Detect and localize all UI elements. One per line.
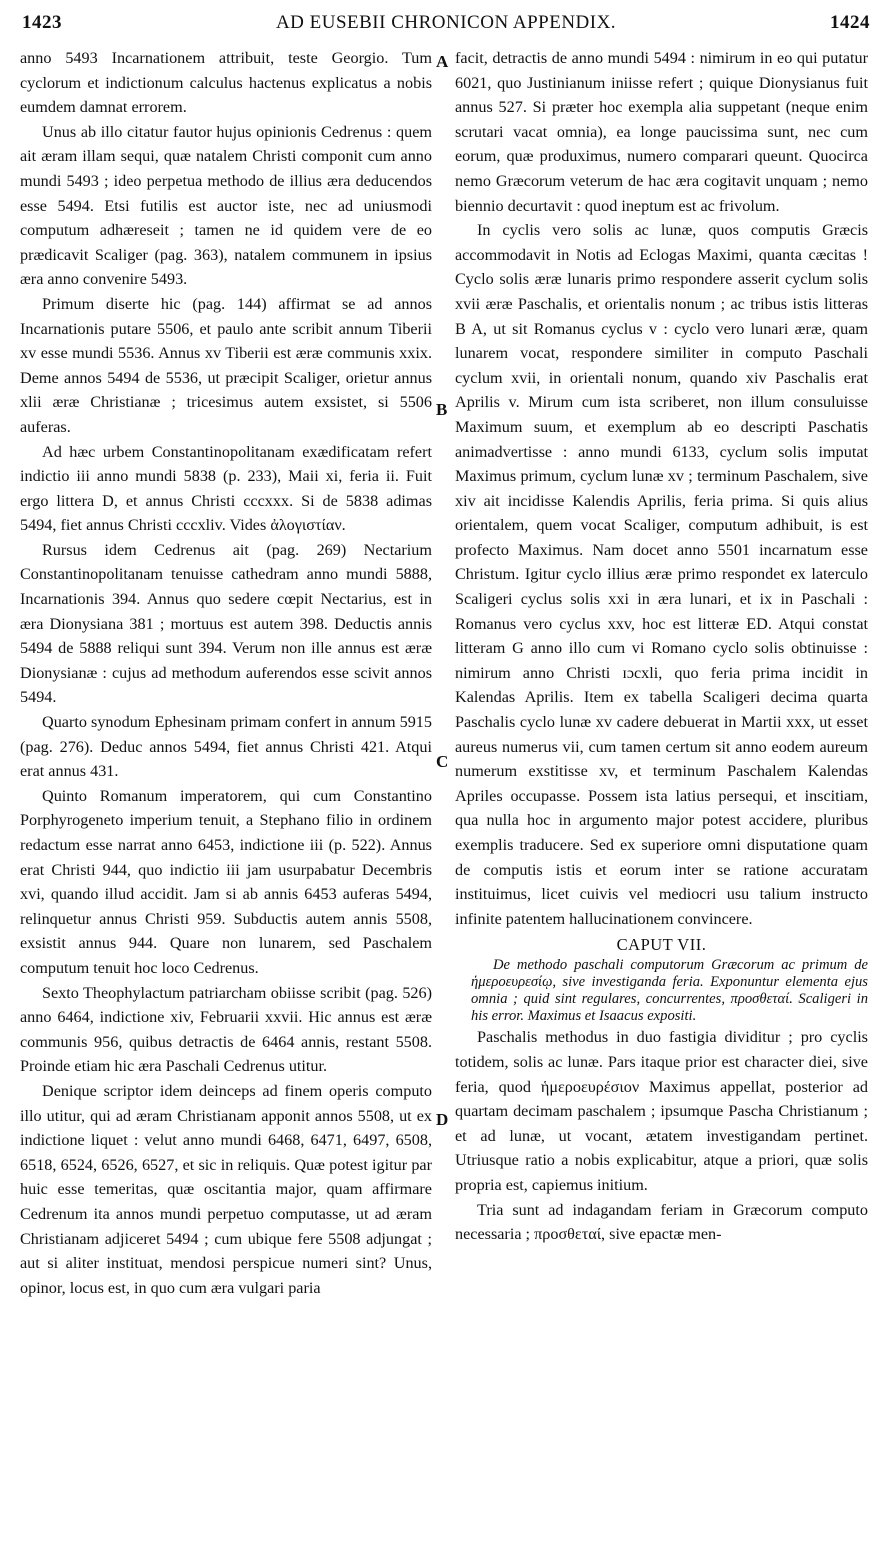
margin-marker-d: D	[436, 1110, 449, 1129]
paragraph: Quarto synodum Ephesinam primam confert in annum 5915 (pag. 276). Deduc annos 5494, fiet annus Christi 421. Atqui erat annus 431.	[20, 713, 432, 781]
chapter-summary: De methodo paschali computorum Græcorum ac primum de ἡμεροευρεσίῳ, sive investiganda feria. Exponuntur elementa ejus omnia ; quid sint regulares, concurrentes, προσθεταί. Scaligeri in his error. Maximus et Isaacus expositi.	[471, 957, 868, 1025]
margin-marker-a: A	[436, 52, 449, 71]
paragraph: Quinto Romanum imperatorem, qui cum Constantino Porphyrogeneto imperium tenuit, a Stephano filio in ordinem redactum esse narrat anno 6453, indictione iii (p. 522). Annus erat Christi 944, quo indictio iii jam usurpabatur Decembris xvi, quando illud accidit. Jam si ab annis 6453 auferas 5494, relinquetur annus Christi 959. Subductis autem annis 5508, exsistit annus 944. Quare non lunarem, sed Paschalem computum tenuit hoc loco Cedrenus.	[20, 786, 432, 977]
paragraph: Primum diserte hic (pag. 144) affirmat se ad annos Incarnationis putare 5506, et paulo ante scribit annum Tiberii xv esse mundi 5536. Annus xv Tiberii est æræ communis xxix. Deme annos 5494 de 5536, ut præcipit Scaliger, orietur annus xlii æræ Christianæ ; tricesimus autem exsistet, si 5506 auferas.	[20, 294, 432, 436]
paragraph: Paschalis methodus in duo fastigia dividitur ; pro cyclis totidem, solis ac lunæ. Pars itaque prior est character diei, sive feria, quod ἡμεροευρέσιον Maximus appellat, posterior ad quartam decimam paschalem ; ipsumque Pascha Christianum ; et ad lunæ, ut vocant, ætatem investigandam pertinet. Utriusque ratio a nobis explicabitur, atque a priori, quæ solis propria est, capiemus initium.	[455, 1028, 868, 1194]
running-title: AD EUSEBII CHRONICON APPENDIX.	[275, 12, 617, 33]
paragraph: Denique scriptor idem deinceps ad finem operis computo illo utitur, qui ad æram Christianam apponit annos 5508, ut ex indictione liquet : velut anno mundi 6468, 6471, 6497, 6508, 6518, 6524, 6526, 6527, et sic in reliquis. Quæ potest igitur par huic esse temeritas, quæ oscitantia major, quam affirmare Cedrenum ita annos mundi perpetuo computasse, ut ad æram Christianam adjiceret 5494 ; cum ubique fere 5508 adjungat ; aut si aliter instituat, mendosi perspicue numeri sint? Unus, opinor, locus est, in quo cum æra vulgari paria	[20, 1081, 432, 1297]
running-header	[22, 12, 870, 42]
page-number-left: 1423	[22, 12, 62, 33]
page-number-right: 1424	[830, 12, 870, 33]
paragraph: Rursus idem Cedrenus ait (pag. 269) Nectarium Constantinopolitanam tenuisse cathedram anno mundi 5888, Incarnationis 394. Annus quo sedere cœpit Nectarius, est in æra Dionysiana 381 ; mortuus est autem 398. Deductis annis 5494 de 5888 reliqui sunt 394. Verum non ille annus est æræ Dionysianæ : cujus ad methodum auferendos esse scivit annos 5494.	[20, 540, 432, 707]
paragraph: Unus ab illo citatur fautor hujus opinionis Cedrenus : quem ait æram illam sequi, quæ natalem Christi componit cum anno mundi 5493 ; ideo perpetua methodo de illius æra deducendos esse 5494. Etsi futilis est auctor iste, nec ad uniusmodi computum adhæreseit ; tamen ne id quidem vere de eo prædicavit Scaliger (pag. 363), natalem communem in ipsius æra anno convenire 5493.	[20, 122, 432, 289]
paragraph: Sexto Theophylactum patriarcham obiisse scribit (pag. 526) anno 6464, indictione xiv, Februarii xxvii. Hic annus est æræ communis 956, quibus detractis de 6464 annis, restant 5508. Proinde etiam hic æra Paschali Cedrenus utitur.	[20, 983, 432, 1076]
paragraph: In cyclis vero solis ac lunæ, quos computis Græcis accommodavit in Notis ad Eclogas Maximi, quanta cæcitas ! Cyclo solis æræ lunaris primo respondere asserit cyclum solis xvii æræ Paschalis, et orientalis nonum ; ac tribus istis litteras B A, ut sit Romanus cyclus v : cyclo vero lunari æræ, quam lunarem vocat, respondere similiter in computo Paschali cyclum xvii, in orientali nonum, quando xiv Paschalis erat Aprilis v. Mirum cum ista scriberet, non illum consuluisse Maximum suum, et exemplum ab eo descripti Paschatis animadvertisse : anno mundi 6133, cyclum solis imputat Maximus primum, cyclum lunæ xv ; terminum Paschalem, sive xiv ait incidisse Kalendis Aprilis, feria prima. Si quis alius orientalem, quem vocat Scaliger, computum adhibuit, is est profecto Maximus. Nam docet anno 5501 incarnatum esse Christum. Igitur cyclo illius æræ primo respondet ex laterculo Scaligeri cyclus solis xxi in æra lunari, et ix in Paschali : Romanus vero cyclus xxv, hoc est litteræ ED. Atqui constat litteram G anno illo cum vi Romano cyclo solis obtinuisse : nimirum anno Christi ɪɔcxli, quo feria prima incidit in Kalendas Aprilis. Item ex tabella Scaligeri decima quarta Paschalis cyclo lunæ xv cadere debuerat in Martii xxx, ut esset aureus numerus vii, cum tamen certum sit anno eodem aureum numerum exstitisse xv, et terminum Paschalem Kalendas Apriles occupasse. Possem ista latius persequi, et inscitiam, qua nulla hoc in argumento major potest accidere, pluribus exemplis traducere. Sed ex superiore omni disputatione quam de computis istis et eorum inter se ratione accuratam instituimus, licet cuivis vel mediocri usu talium instructo infinite patentem hallucinationem convincere.	[455, 221, 868, 928]
paragraph: anno 5493 Incarnationem attribuit, teste Georgio. Tum cyclorum et indictionum calculus hactenus explicatus a nobis eumdem damnat errorem.	[20, 49, 432, 117]
margin-marker-b: B	[436, 400, 448, 419]
paragraph: Tria sunt ad indagandam feriam in Græcorum computo necessaria ; προσθεταί, sive epactæ men-	[455, 1200, 868, 1244]
chapter-heading: CAPUT VII.	[616, 935, 707, 955]
right-column	[455, 46, 868, 1247]
paragraph: Ad hæc urbem Constantinopolitanam exædificatam refert indictio iii anno mundi 5838 (p. 233), Maii xi, feria ii. Fuit ergo littera D, et annus Christi cccxxx. Si de 5838 adimas 5494, fiet annus Christi cccxliv. Vides ἀλογιστίαν.	[20, 442, 432, 535]
left-column	[20, 46, 432, 1300]
paragraph: facit, detractis de anno mundi 5494 : nimirum in eo qui putatur 6021, quo Justinianum iniisse refert ; quique Dionysianus fuit annus 527. Si præter hoc exempla alia suppetant (neque enim scrutari vacat omnia), ea longe paucissima sunt, nec cum eorum, quæ produximus, numero comparari queunt. Quocirca nemo Græcorum veterum de hac æra cogitavit unquam ; nemo biennio decurtavit : quod ineptum est ac frivolum.	[455, 49, 868, 215]
margin-marker-c: C	[436, 752, 449, 771]
